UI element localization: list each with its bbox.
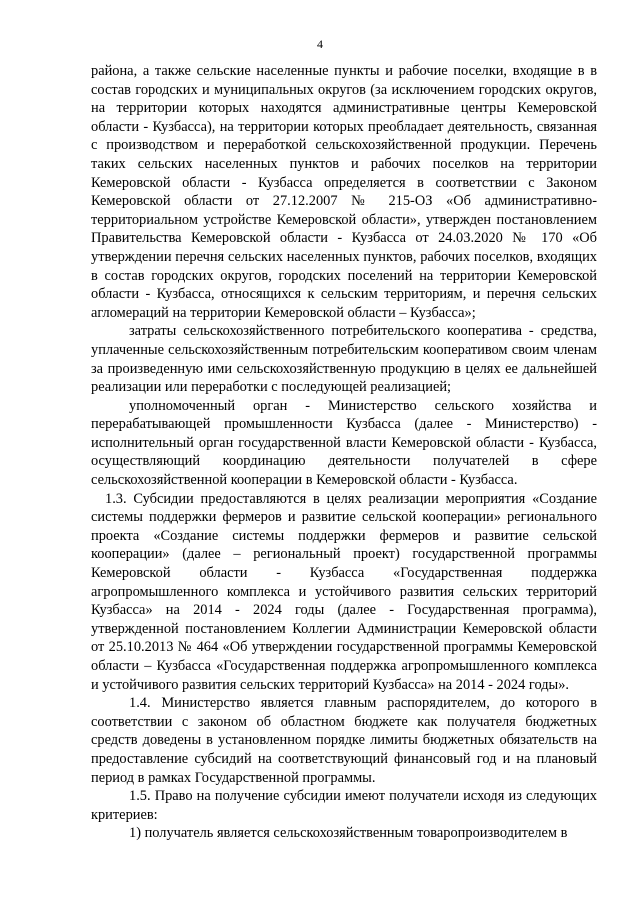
document-body (91, 62, 597, 843)
paragraph-1-4: 1.4. Министерство является главным распорядителем, до которого в соответствии с законом об областном бюджете как получателя бюджетных средств доведены в установленном порядке лимиты бюджетных обязательств на предоставление субсидий на соответствующий финансовый год и на плановый период в рамках Государственной программы. (91, 695, 597, 786)
paragraph-1-3: 1.3. Субсидии предоставляются в целях реализации мероприятия «Создание системы поддержки фермеров и развитие сельской кооперации» регионального проекта «Создание системы поддержки фермеров и развитие сельской кооперации» (далее – региональный проект) государственной программы Кемеровской области - Кузбасса «Государственная поддержка агропромышленного комплекса и устойчивого развития сельских территорий Кузбасса» на 2014 - 2024 годы (далее - Государственная программа), утвержденной постановлением Коллегии Администрации Кемеровской области от 25.10.2013 № 464 «Об утверждении государственной программы Кемеровской области – Кузбасса «Государственная поддержка агропромышленного комплекса и устойчивого развития сельских территорий Кузбасса» на 2014 - 2024 годы». (91, 490, 597, 693)
page-number: 4 (317, 37, 323, 51)
paragraph-authorized-body: уполномоченный орган - Министерство сельского хозяйства и перерабатывающей промышленности Кузбасса (далее - Министерство) - исполнительный орган государственной власти Кемеровской области - Кузбасса, осуществляющий координацию деятельности получателей в сфере сельскохозяйственной кооперации в Кемеровской области - Кузбасса. (91, 397, 597, 489)
paragraph-1-5: 1.5. Право на получение субсидии имеют получатели исходя из следующих критериев: (91, 788, 597, 823)
paragraph-cooperative-costs: затраты сельскохозяйственного потребительского кооператива - средства, уплаченные сельскохозяйственным потребительским кооперативом своим членам за произведенную ими сельскохозяйственную продукцию в целях ее дальнейшей реализации или переработки с последующей реализацией; (91, 323, 597, 396)
paragraph-criterion-1: 1) получатель является сельскохозяйственным товаропроизводителем в (129, 825, 568, 842)
paragraph-rural-settlements: района, а также сельские населенные пункты и рабочие поселки, входящие в в состав городских и муниципальных округов (за исключением городских округов, на территории которых находятся административные центры Кемеровской области - Кузбасса), на территории которых преобладает деятельность, связанная с производством и переработкой сельскохозяйственной продукции. Перечень таких сельских населенных пунктов и рабочих поселков на территории Кемеровской области - Кузбасса определяется в соответствии с Законом Кемеровской области от 27.12.2007 № 215-ОЗ «Об административно-территориальном устройстве Кемеровской области», утвержден постановлением Правительства Кемеровской области - Кузбасса от 24.03.2020 № 170 «Об утверждении перечня сельских населенных пунктов, рабочих поселков, входящих в состав городских округов, городских поселений на территории Кемеровской области - Кузбасса, относящихся к сельским территориям, и перечня сельских агломераций на территории Кемеровской области – Кузбасса»; (91, 63, 597, 321)
